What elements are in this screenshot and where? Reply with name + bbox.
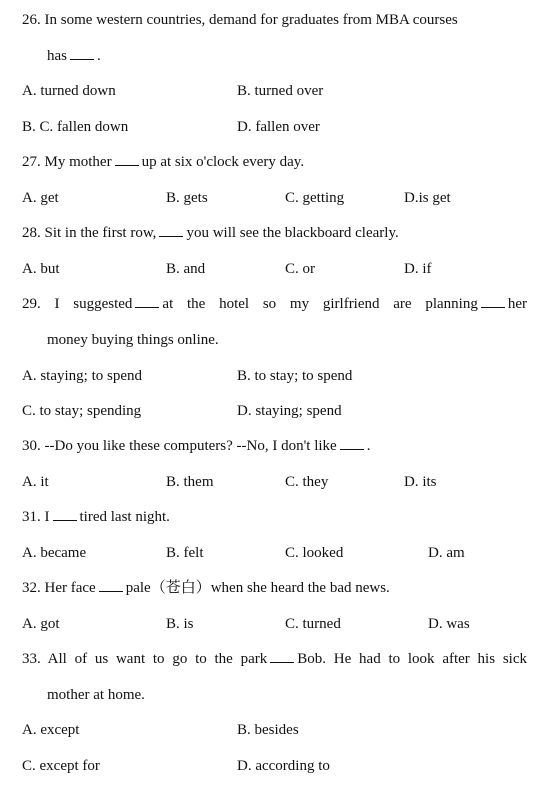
answer-blank[interactable] bbox=[481, 292, 505, 308]
q29-options-row2 bbox=[0, 399, 550, 423]
option-d[interactable]: D. am bbox=[428, 545, 465, 561]
q32-stem: 32. Her face pale（苍白）when she heard the bad news. bbox=[22, 576, 527, 600]
option-d[interactable]: D. fallen over bbox=[237, 119, 320, 135]
option-b[interactable]: B. turned over bbox=[237, 83, 324, 99]
q28-options bbox=[0, 257, 550, 281]
option-a[interactable]: A. became bbox=[22, 545, 87, 561]
option-b[interactable]: B. to stay; to spend bbox=[237, 368, 353, 384]
answer-blank[interactable] bbox=[115, 150, 139, 166]
option-c[interactable]: C. except for bbox=[22, 758, 100, 774]
q26-stem: 26. In some western countries, demand for graduates from MBA courses bbox=[22, 12, 458, 28]
q27-options bbox=[0, 186, 550, 210]
option-a[interactable]: A. get bbox=[22, 190, 59, 206]
option-c[interactable]: C. or bbox=[285, 261, 315, 277]
answer-blank[interactable] bbox=[340, 434, 364, 450]
answer-blank[interactable] bbox=[53, 505, 77, 521]
answer-blank[interactable] bbox=[270, 647, 294, 663]
option-c[interactable]: C. they bbox=[285, 474, 329, 490]
q28-stem: 28. Sit in the first row, you will see the blackboard clearly. bbox=[22, 221, 527, 245]
option-a[interactable]: A. turned down bbox=[22, 83, 116, 99]
answer-blank[interactable] bbox=[99, 576, 123, 592]
option-a[interactable]: A. it bbox=[22, 474, 49, 490]
q30-options bbox=[0, 470, 550, 494]
option-d[interactable]: D. its bbox=[404, 474, 437, 490]
q26-options-row1 bbox=[0, 79, 550, 103]
q32-options bbox=[0, 612, 550, 636]
option-b[interactable]: B. besides bbox=[237, 722, 299, 738]
q33-stem: 33. All of us want to go to the park Bob. He had to look after his sick bbox=[22, 647, 527, 671]
option-d[interactable]: D. if bbox=[404, 261, 432, 277]
option-b[interactable]: B. is bbox=[166, 616, 194, 632]
option-d[interactable]: D.is get bbox=[404, 190, 451, 206]
q26-stem-cont: has . bbox=[47, 44, 527, 68]
option-c[interactable]: C. looked bbox=[285, 545, 344, 561]
option-a[interactable]: A. except bbox=[22, 722, 80, 738]
option-b[interactable]: B. felt bbox=[166, 545, 204, 561]
q33-options-row1 bbox=[0, 718, 550, 742]
q30-stem: 30. --Do you like these computers? --No, I don't like . bbox=[22, 434, 527, 458]
answer-blank[interactable] bbox=[135, 292, 159, 308]
option-d[interactable]: D. staying; spend bbox=[237, 403, 342, 419]
q33-options-row2 bbox=[0, 754, 550, 778]
option-b[interactable]: B. gets bbox=[166, 190, 208, 206]
q29-stem-cont: money buying things online. bbox=[47, 332, 219, 348]
option-c[interactable]: B. C. fallen down bbox=[22, 119, 129, 135]
option-a[interactable]: A. but bbox=[22, 261, 60, 277]
answer-blank[interactable] bbox=[70, 44, 94, 60]
answer-blank[interactable] bbox=[159, 221, 183, 237]
option-c[interactable]: C. turned bbox=[285, 616, 341, 632]
q26-options-row2 bbox=[0, 115, 550, 139]
option-d[interactable]: D. was bbox=[428, 616, 470, 632]
q31-options bbox=[0, 541, 550, 565]
option-a[interactable]: A. staying; to spend bbox=[22, 368, 142, 384]
option-a[interactable]: A. got bbox=[22, 616, 60, 632]
option-b[interactable]: B. them bbox=[166, 474, 214, 490]
q33-stem-cont: mother at home. bbox=[47, 687, 145, 703]
option-c[interactable]: C. to stay; spending bbox=[22, 403, 142, 419]
q31-stem: 31. I tired last night. bbox=[22, 505, 527, 529]
option-c[interactable]: C. getting bbox=[285, 190, 345, 206]
option-b[interactable]: B. and bbox=[166, 261, 206, 277]
q29-stem: 29. I suggested at the hotel so my girlfriend are planning her bbox=[22, 292, 527, 316]
q29-options-row1 bbox=[0, 364, 550, 388]
q27-stem: 27. My mother up at six o'clock every day. bbox=[22, 150, 527, 174]
option-d[interactable]: D. according to bbox=[237, 758, 330, 774]
